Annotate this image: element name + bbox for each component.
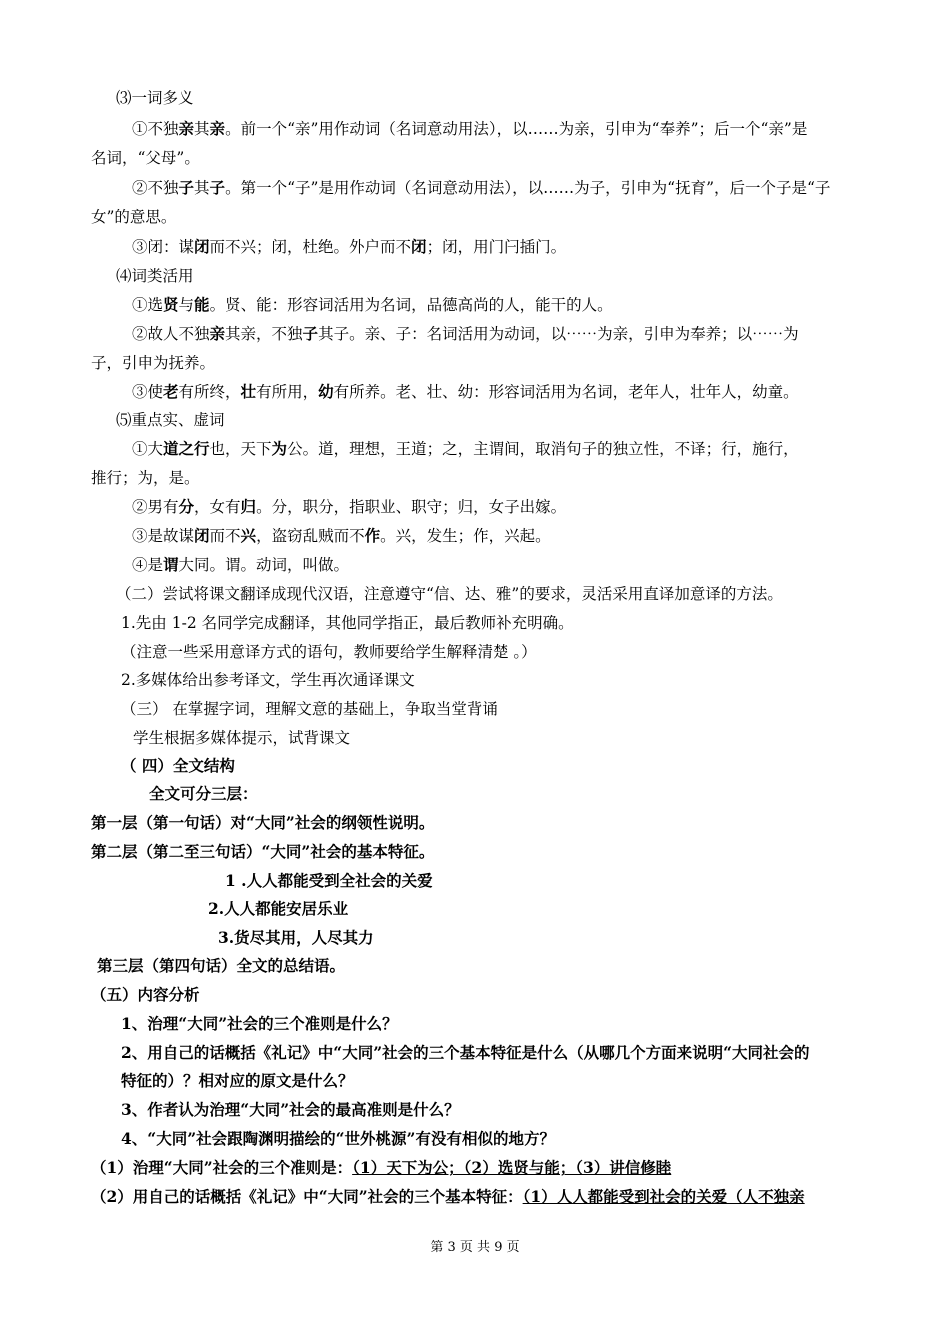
- answer-1: （1）治理“大同”社会的三个准则是：（1）天下为公；（2）选贤与能；（3）讲信修睦: [91, 1158, 672, 1177]
- key-words-item-1-cont: 推行；为，是。: [91, 469, 200, 487]
- word-class-item-2-cont: 子，引申为抚养。: [91, 354, 216, 372]
- polysemy-item-3: ③闭：谋闭而不兴；闭，杜绝。外户而不闭；闭，用门闩插门。: [132, 237, 567, 256]
- structure-layer-1: 第一层（第一句话）对“大同”社会的纲领性说明。: [91, 813, 435, 832]
- key-words-item-4: ④是谓大同。谓。动词，叫做。: [132, 555, 350, 574]
- structure-layer-3: 第三层（第四句话）全文的总结语。: [97, 956, 346, 975]
- polysemy-item-2: ②不独子其子。第一个“子”是用作动词（名词意动用法），以……为子，引申为“抚育”，后一个子是“子: [132, 178, 831, 197]
- section-recitation: （三） 在掌握字词，理解文意的基础上，争取当堂背诵: [121, 700, 498, 718]
- question-3: 3、作者认为治理“大同”社会的最高准则是什么？: [121, 1100, 460, 1119]
- section-translation: （二）尝试将课文翻译成现代汉语，注意遵守“信、达、雅”的要求，灵活采用直译加意译的方法。: [116, 585, 783, 603]
- heading-key-words: ⑸重点实、虚词: [116, 411, 225, 429]
- key-words-item-2: ②男有分，女有归。分，职分，指职业、职守；归，女子出嫁。: [132, 497, 567, 516]
- word-class-item-3: ③使老有所终，壮有所用，幼有所养。老、壮、幼：形容词活用为名词，老年人，壮年人，幼童。: [132, 382, 799, 401]
- question-1: 1、治理“大同”社会的三个准则是什么？: [121, 1014, 398, 1033]
- key-words-item-1: ①大道之行也，天下为公。道，理想，王道；之，主谓间，取消句子的独立性，不译；行，施行，: [132, 439, 799, 458]
- polysemy-item-1: ①不独亲其亲。前一个“亲”用作动词（名词意动用法），以……为亲，引申为“奉养”；后一个“亲”是: [132, 119, 808, 138]
- heading-word-class: ⑷词类活用: [116, 267, 194, 285]
- section-content-analysis: （五）内容分析: [91, 985, 200, 1004]
- structure-layer-2: 第二层（第二至三句话）“大同”社会的基本特征。: [91, 842, 435, 861]
- question-2: 2、用自己的话概括《礼记》中“大同”社会的三个基本特征是什么（从哪几个方面来说明“大同社会的: [121, 1043, 810, 1062]
- word-class-item-2: ②故人不独亲其亲，不独子其子。亲、子：名词活用为动词，以⋯⋯为亲，引申为奉养；以⋯⋯为: [132, 324, 799, 343]
- page-footer: 第 3 页 共 9 页: [430, 1240, 520, 1255]
- recitation-note: 学生根据多媒体提示，试背课文: [133, 729, 351, 747]
- heading-polysemy: ⑶一词多义: [116, 89, 194, 107]
- translation-note: （注意一些采用意译方式的语句，教师要给学生解释清楚 。）: [121, 643, 537, 661]
- polysemy-item-2-cont: 女”的意思。: [91, 208, 177, 226]
- translation-step-1: 1.先由 1-2 名同学完成翻译，其他同学指正，最后教师补充明确。: [121, 614, 574, 632]
- polysemy-item-1-cont: 名词，“父母”。: [91, 149, 200, 167]
- feature-2: 2.人人都能安居乐业: [208, 899, 349, 918]
- answer-2: （2）用自己的话概括《礼记》中“大同”社会的三个基本特征：（1）人人都能受到社会的关爱（人不独亲: [91, 1187, 805, 1206]
- question-4: 4、“大同”社会跟陶渊明描绘的“世外桃源”有没有相似的地方？: [121, 1129, 555, 1148]
- translation-step-2: 2.多媒体给出参考译文，学生再次通译课文: [121, 671, 415, 689]
- section-structure: （ 四）全文结构: [121, 756, 235, 775]
- word-class-item-1: ①选贤与能。贤、能：形容词活用为名词，品德高尚的人，能干的人。: [132, 295, 613, 314]
- feature-1: 1 .人人都能受到全社会的关爱: [225, 871, 433, 890]
- feature-3: 3.货尽其用，人尽其力: [218, 928, 374, 947]
- key-words-item-3: ③是故谋闭而不兴，盗窃乱贼而不作。兴，发生；作，兴起。: [132, 526, 551, 545]
- structure-intro: 全文可分三层：: [149, 784, 258, 803]
- question-2-cont: 特征的）？相对应的原文是什么？: [121, 1071, 354, 1090]
